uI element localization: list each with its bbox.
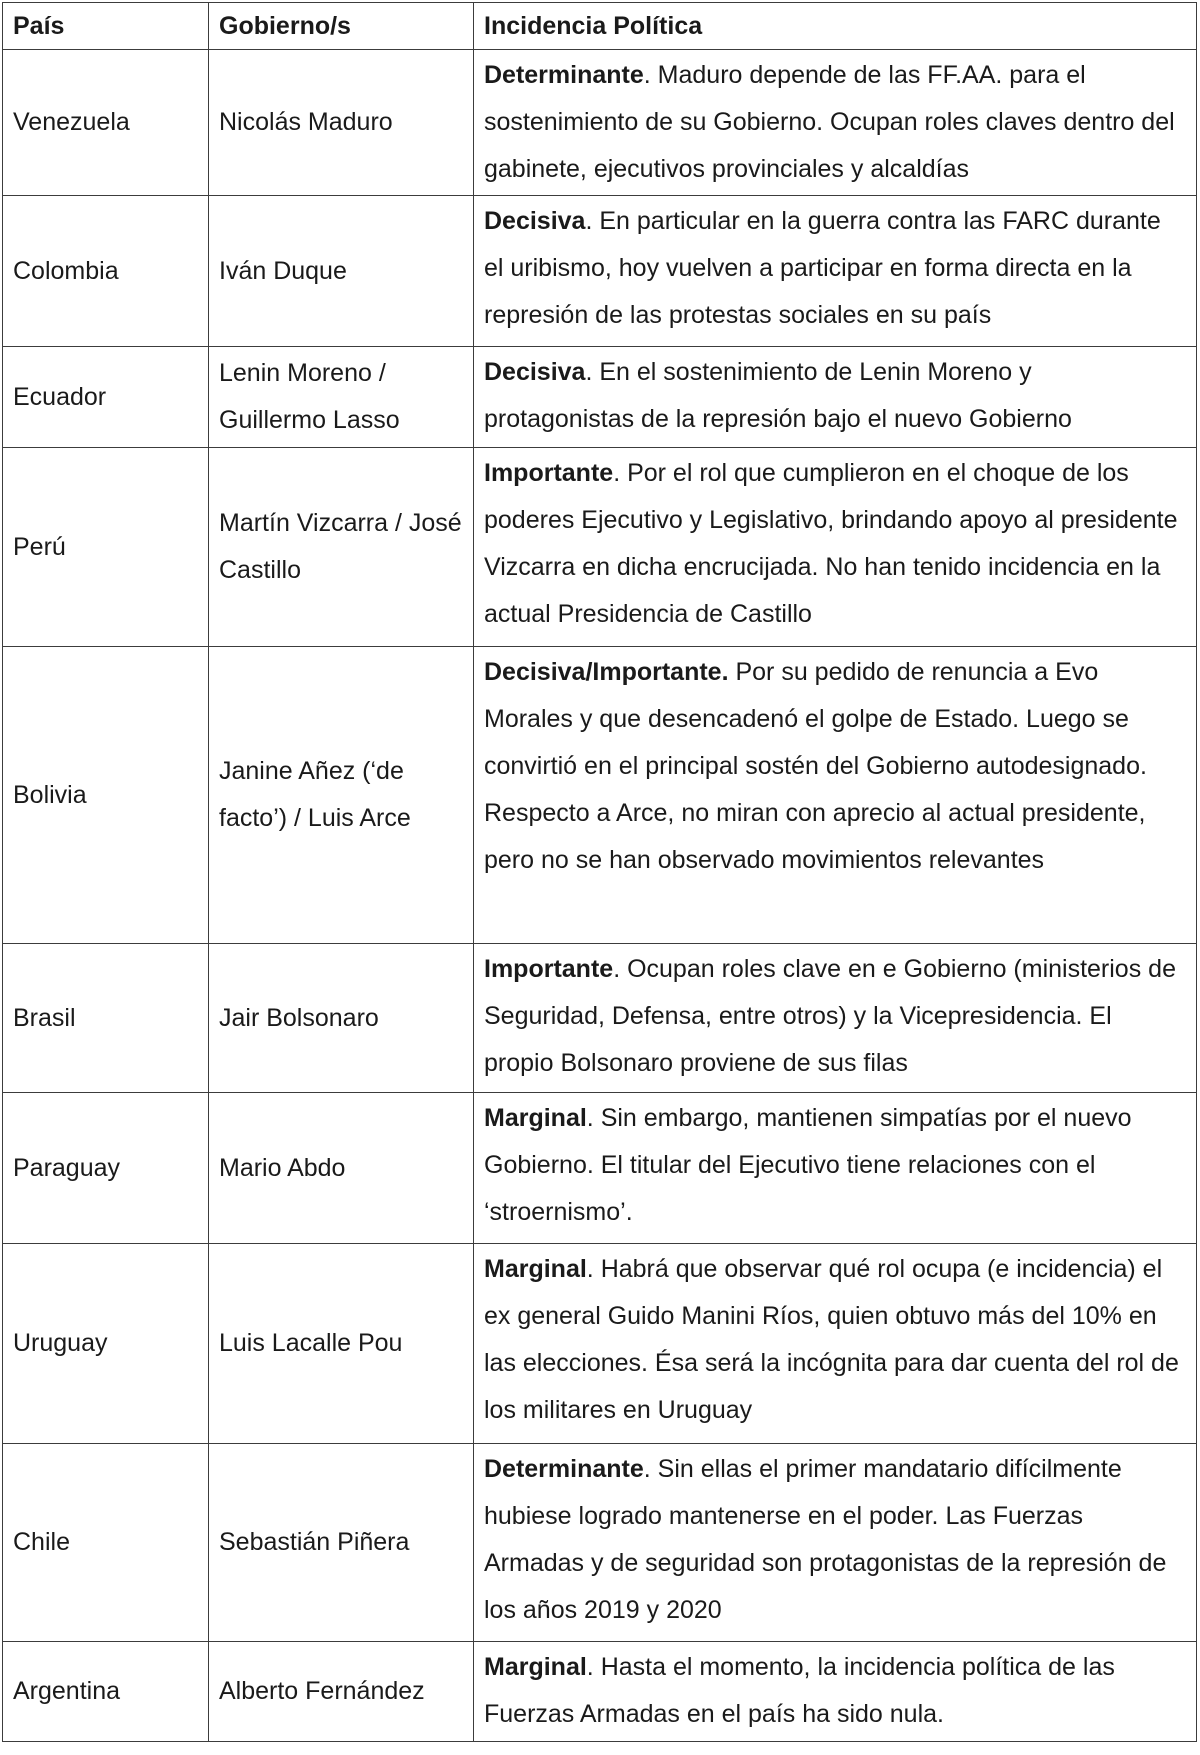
incidence-detail: . Habrá que observar qué rol ocupa (e incidencia) el ex general Guido Manini Ríos, quien obtuvo más del 10% en las elecciones. Ésa será la incógnita para dar cuenta del rol de los militares en Uruguay <box>484 1255 1179 1424</box>
cell-incidencia <box>474 1244 1197 1444</box>
cell-pais: Uruguay <box>3 1244 209 1444</box>
incidence-level: Decisiva <box>484 207 586 235</box>
table-row <box>3 1444 1197 1642</box>
cell-pais: Argentina <box>3 1642 209 1742</box>
cell-gobierno: Jair Bolsonaro <box>209 944 474 1093</box>
cell-gobierno: Luis Lacalle Pou <box>209 1244 474 1444</box>
incidence-detail: . En particular en la guerra contra las FARC durante el uribismo, hoy vuelven a participar en forma directa en la represión de las protestas sociales en su país <box>484 207 1161 329</box>
incidence-level: Importante <box>484 955 614 983</box>
cell-incidencia <box>474 50 1197 196</box>
table-row <box>3 50 1197 196</box>
cell-gobierno: Janine Añez (‘de facto’) / Luis Arce <box>209 647 474 944</box>
incidence-level: Marginal <box>484 1104 587 1132</box>
cell-pais: Ecuador <box>3 347 209 448</box>
incidencia-table <box>2 2 1197 1742</box>
incidence-detail: . Por el rol que cumplieron en el choque de los poderes Ejecutivo y Legislativo, brindando apoyo al presidente Vizcarra en dicha encrucijada. No han tenido incidencia en la actual Presidencia de Castillo <box>484 459 1178 628</box>
incidence-detail: . Sin ellas el primer mandatario difícilmente hubiese logrado mantenerse en el poder. Las Fuerzas Armadas y de seguridad son protagonistas de la represión de los años 2019 y 2020 <box>484 1455 1167 1624</box>
cell-gobierno: Martín Vizcarra / José Castillo <box>209 448 474 647</box>
cell-pais: Chile <box>3 1444 209 1642</box>
incidence-detail: Por su pedido de renuncia a Evo Morales y que desencadenó el golpe de Estado. Luego se convirtió en el principal sostén del Gobierno autodesignado. Respecto a Arce, no miran con aprecio al actual presidente, pero no se han observado movimientos relevantes <box>484 658 1147 874</box>
cell-incidencia <box>474 1093 1197 1244</box>
cell-pais: Colombia <box>3 196 209 347</box>
cell-incidencia <box>474 347 1197 448</box>
cell-pais: Venezuela <box>3 50 209 196</box>
table-row <box>3 196 1197 347</box>
cell-incidencia <box>474 1642 1197 1742</box>
cell-gobierno: Alberto Fernández <box>209 1642 474 1742</box>
cell-incidencia <box>474 944 1197 1093</box>
header-row <box>3 3 1197 50</box>
cell-gobierno: Lenin Moreno / Guillermo Lasso <box>209 347 474 448</box>
incidence-level: Importante <box>484 459 614 487</box>
incidence-detail: . En el sostenimiento de Lenin Moreno y protagonistas de la represión bajo el nuevo Gobierno <box>484 358 1072 433</box>
incidence-detail: . Maduro depende de las FF.AA. para el sostenimiento de su Gobierno. Ocupan roles claves dentro del gabinete, ejecutivos provinciales y alcaldías <box>484 61 1175 183</box>
header-gobierno: Gobierno/s <box>209 3 474 50</box>
incidence-detail: . Sin embargo, mantienen simpatías por el nuevo Gobierno. El titular del Ejecutivo tiene relaciones con el ‘stroernismo’. <box>484 1104 1132 1226</box>
cell-incidencia <box>474 196 1197 347</box>
incidence-level: Determinante <box>484 61 644 89</box>
table-row <box>3 448 1197 647</box>
header-pais: País <box>3 3 209 50</box>
cell-gobierno: Sebastián Piñera <box>209 1444 474 1642</box>
cell-pais: Bolivia <box>3 647 209 944</box>
incidence-detail: . Ocupan roles clave en e Gobierno (ministerios de Seguridad, Defensa, entre otros) y la Vicepresidencia. El propio Bolsonaro proviene de sus filas <box>484 955 1176 1077</box>
incidence-level: Determinante <box>484 1455 644 1483</box>
cell-incidencia <box>474 647 1197 944</box>
cell-gobierno: Iván Duque <box>209 196 474 347</box>
cell-pais: Perú <box>3 448 209 647</box>
incidence-level: Decisiva <box>484 358 586 386</box>
cell-pais: Paraguay <box>3 1093 209 1244</box>
table-row <box>3 1642 1197 1742</box>
cell-incidencia <box>474 1444 1197 1642</box>
table-row <box>3 1093 1197 1244</box>
incidence-level: Marginal <box>484 1653 587 1681</box>
cell-gobierno: Mario Abdo <box>209 1093 474 1244</box>
table-row <box>3 1244 1197 1444</box>
table-row <box>3 347 1197 448</box>
cell-gobierno: Nicolás Maduro <box>209 50 474 196</box>
incidence-level: Decisiva/Importante. <box>484 658 729 686</box>
incidence-level: Marginal <box>484 1255 587 1283</box>
table-row <box>3 647 1197 944</box>
cell-pais: Brasil <box>3 944 209 1093</box>
incidence-detail: . Hasta el momento, la incidencia política de las Fuerzas Armadas en el país ha sido nula. <box>484 1653 1115 1728</box>
header-incidencia: Incidencia Política <box>474 3 1197 50</box>
table-row <box>3 944 1197 1093</box>
cell-incidencia <box>474 448 1197 647</box>
